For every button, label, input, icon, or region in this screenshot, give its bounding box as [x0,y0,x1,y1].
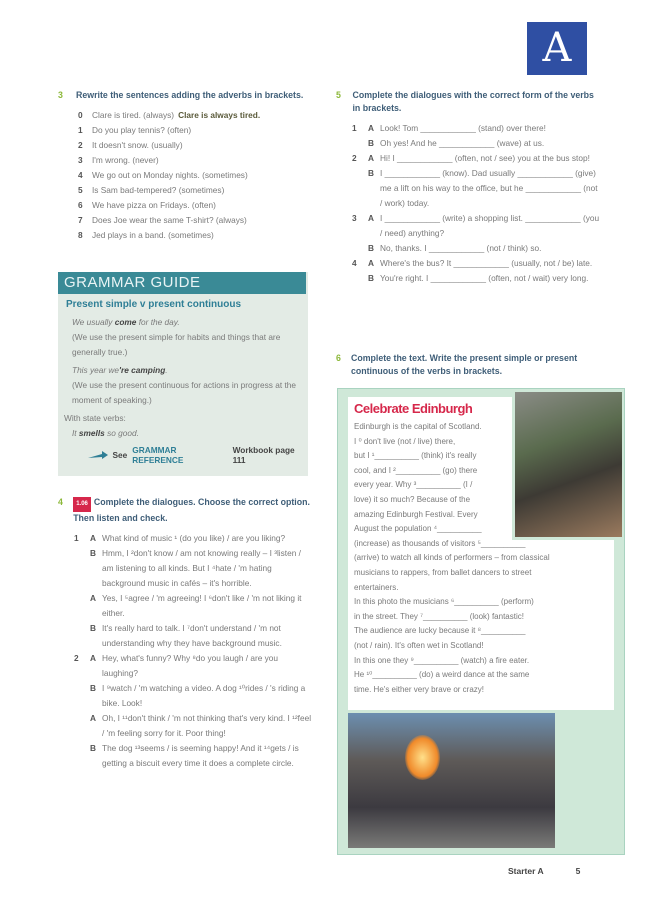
article-text [348,420,550,697]
article-line: He ¹⁰__________ (do) a weird dance at the same [354,670,530,680]
list-item [78,153,308,168]
item-number: 5 [78,185,83,195]
list-item [78,168,308,183]
exercise-instruction: Complete the dialogues with the correct form of the verbs in brackets. [352,90,594,113]
speaker-label: A [90,713,96,723]
dialogue-line [352,211,601,241]
example-bold: smells [78,428,105,438]
rule-note-1: (We use the present simple for habits and things that are generally true.) [72,332,281,357]
item-text: We go out on Monday nights. (sometimes) [92,170,248,180]
article-line: The audience are lucky because it ⁸__________ [354,626,526,636]
dialogue-text: Hi! I ____________ (often, not / see) you at the bus stop! [380,153,590,163]
dialogue-number [74,591,90,621]
item-text: We have pizza on Fridays. (often) [92,200,216,210]
article-title: Celebrate Edinburgh [354,401,473,416]
dialogue-text: No, thanks. I ____________ (not / think) so. [380,243,542,253]
list-item [78,183,308,198]
example-text: so good. [104,428,139,438]
dialogue-number [74,711,90,741]
workbook-page-label: Workbook page 111 [232,445,295,465]
article-line: (not / rain). It's often wet in Scotland! [354,640,484,650]
sentence-list [78,108,308,243]
dialogue-text: You're right. I ____________ (often, not / wait) very long. [380,273,589,283]
exercise-3 [58,89,308,243]
fire-eater-photo [348,713,555,848]
item-text: Does Joe wear the same T-shirt? (always) [92,215,247,225]
dialogue-text: It's really hard to talk. I ⁷don't understand / 'm not understanding why they have background music. [102,623,282,648]
example-1 [72,315,302,330]
item-text: Jed plays in a band. (sometimes) [92,230,214,240]
speaker-label: B [368,273,374,283]
example-3 [72,426,302,441]
dialogue-number [74,621,90,651]
exercise-number: 6 [336,353,341,363]
item-number: 1 [78,125,83,135]
item-text: Clare is tired. (always) [92,110,175,120]
grammar-guide-subtitle: Present simple v present continuous [66,299,242,310]
exercise-number: 5 [336,90,341,100]
speaker-label: A [90,593,96,603]
example-text: This year we [72,365,120,375]
speaker-label: B [90,683,96,693]
dialogue-line [352,136,601,151]
exercise-number: 4 [58,497,63,507]
dialogue-text: Look! Tom ____________ (stand) over there! [380,123,546,133]
exercise-instruction: Rewrite the sentences adding the adverbs in brackets. [76,90,304,100]
item-number: 3 [78,155,83,165]
unit-badge: A [527,22,587,75]
grammar-reference-link[interactable] [88,445,308,465]
dialogue-line [74,621,313,651]
page-number: 5 [575,866,581,876]
article-line: in the street. They ⁷__________ (look) fantastic! [354,611,524,621]
example-text: We usually [72,317,115,327]
article-line: I ⁰ don't live (not / live) there, [354,436,456,446]
exercise-5 [336,89,601,286]
grammar-guide-box [58,272,308,476]
article-line: Edinburgh is the capital of Scotland. [354,422,482,431]
dialogue-line [74,531,313,546]
dialogue-number: 1 [74,533,79,543]
dialogue-text: Where's the bus? It ____________ (usually, not / be) late. [380,258,593,268]
dialogue-line [352,241,601,256]
dialogue-line [74,711,313,741]
dialogue-text: Oh, I ¹¹don't think / 'm not thinking that's very kind. I ¹²feel / 'm feeling sorry for it. Poor thing! [102,713,312,738]
dialogue-text: Hey, what's funny? Why ⁸do you laugh / are you laughing? [102,653,279,678]
dialogue-number [352,271,368,286]
speaker-label: A [368,258,374,268]
speaker-label: A [368,123,374,133]
dialogue-text: Oh yes! And he ____________ (wave) at us. [380,138,545,148]
exercise-instruction: Complete the text. Write the present simple or present continuous of the verbs in brackets. [350,353,578,376]
rule-note-2: (We use the present continuous for actions in progress at the moment of speaking.) [72,380,296,405]
dialogue-text: What kind of music ¹ (do you like) / are you liking? [102,533,286,543]
item-text: It doesn't snow. (usually) [92,140,183,150]
dialogue-line [74,546,313,591]
example-text: for the day. [136,317,180,327]
article-line: musicians to rappers, from ballet dancers to street [354,567,532,577]
article-line: entertainers. [354,582,399,592]
dialogue-number: 2 [352,153,357,163]
article-line: (arrive) to watch all kinds of performers – from classical [354,553,550,563]
dialogue-text: I ____________ (write) a shopping list. ____________ (you / need) anything? [380,213,600,238]
speaker-label: B [368,138,374,148]
list-item [78,198,308,213]
dialogue-number [352,166,368,211]
speaker-label: B [368,168,374,178]
example-answer: Clare is always tired. [178,110,261,120]
exercise-number: 3 [58,90,63,100]
dialogue-list [74,531,313,771]
example-text: . [165,365,168,375]
article-line: In this one they ⁹__________ (watch) a fire eater. [354,655,530,665]
dialogue-number [352,136,368,151]
example-bold: 're camping [119,365,166,375]
dialogue-text: Hmm, I ²don't know / am not knowing really – I ³listen / am listening to all kinds. But I ⁴hate / 'm hating background music in cafés – it's horrible. [102,548,301,588]
article-line: In this photo the musicians ⁶__________ (perform) [354,597,534,607]
dialogue-number: 1 [352,123,357,133]
item-number: 6 [78,200,83,210]
exercise-4 [58,496,313,771]
dialogue-line [74,741,313,771]
dialogue-line [352,256,601,271]
example-text: It [72,428,79,438]
speaker-label: A [368,153,374,163]
speaker-label: A [368,213,374,223]
dialogue-line [352,271,601,286]
dialogue-number: 3 [352,213,357,223]
arrow-icon [88,451,108,459]
article-panel [348,397,550,710]
street-musicians-photo [515,392,622,537]
dialogue-text: Yes, I ⁵agree / 'm agreeing! I ⁶don't like / 'm not liking it either. [102,593,302,618]
item-number: 2 [78,140,83,150]
dialogue-number: 4 [352,258,357,268]
item-number: 8 [78,230,83,240]
speaker-label: A [90,653,96,663]
article-line: every year. Why ³__________ (I / [354,480,473,490]
list-item [78,213,308,228]
speaker-label: B [368,243,374,253]
dialogue-number: 2 [74,653,79,663]
list-item [78,138,308,153]
speaker-label: B [90,548,96,558]
example-2 [72,363,302,378]
article-line: time. He's either very brave or crazy! [354,684,485,694]
dialogue-number [74,681,90,711]
article-line: cool, and I ²__________ (go) there [354,465,478,475]
item-number: 4 [78,170,83,180]
item-text: I'm wrong. (never) [92,155,159,165]
item-number: 0 [78,110,83,120]
dialogue-number [74,546,90,591]
article-line: love) it so much? Because of the [354,494,471,504]
list-item [78,108,308,123]
list-item [78,228,308,243]
dialogue-line [352,166,601,211]
dialogue-line [352,121,601,136]
dialogue-text: I ____________ (know). Dad usually ____________ (give) me a lift on his way to the office, but he ____________ (not / work) today. [380,168,598,208]
article-line: (increase) as thousands of visitors ⁵__________ [354,538,526,548]
speaker-label: B [90,743,96,753]
dialogue-number [74,741,90,771]
dialogue-number [352,241,368,256]
audio-track-badge[interactable]: 1.06 [73,497,91,512]
dialogue-line [74,591,313,621]
unit-label: Starter A [508,866,544,876]
item-text: Do you play tennis? (often) [92,125,192,135]
item-text: Is Sam bad-tempered? (sometimes) [92,185,225,195]
article-line: but I ¹__________ (think) it's really [354,451,477,461]
exercise-6 [336,352,616,378]
page-footer [508,866,580,876]
grammar-guide-header: GRAMMAR GUIDE [58,272,306,294]
speaker-label: B [90,623,96,633]
dialogue-text: I ⁹watch / 'm watching a video. A dog ¹⁰rides / 's riding a bike. Look! [102,683,306,708]
exercise-instruction: Complete the dialogues. Choose the correct option. Then listen and check. [73,497,310,523]
dialogue-line [352,151,601,166]
example-bold: come [114,317,137,327]
dialogue-text: The dog ¹³seems / is seeming happy! And it ¹⁴gets / is getting a biscuit every time it does a complete circle. [102,743,299,768]
article-line: amazing Edinburgh Festival. Every [354,509,478,519]
article-line: August the population ⁴__________ [354,524,482,534]
dialogue-line [74,681,313,711]
state-verbs-label: With state verbs: [64,413,126,423]
fire-flame [405,735,440,780]
grammar-reference-label: GRAMMAR REFERENCE [132,445,184,465]
see-label: See [112,450,128,460]
dialogue-list [352,121,601,286]
item-number: 7 [78,215,83,225]
dialogue-line [74,651,313,681]
list-item [78,123,308,138]
speaker-label: A [90,533,96,543]
